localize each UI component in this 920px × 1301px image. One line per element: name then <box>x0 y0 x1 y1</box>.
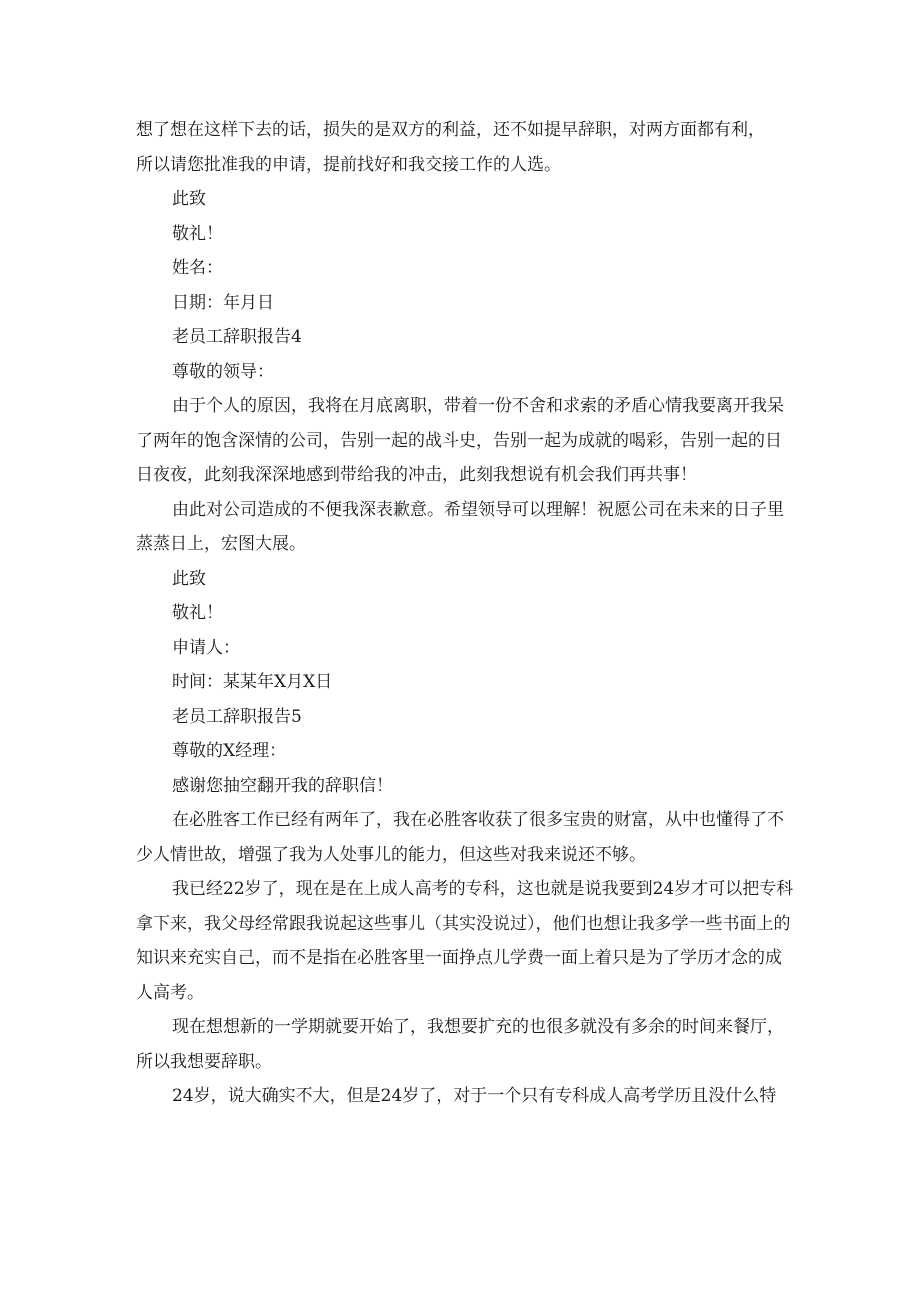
paragraph: 由此对公司造成的不便我深表歉意。希望领导可以理解！祝愿公司在未来的日子里蒸蒸日上，宏图大展。 <box>136 499 784 554</box>
paragraph: 想了想在这样下去的话，损失的是双方的利益，还不如提早辞职，对两方面都有利， 所以请您批准我的申请，提前找好和我交接工作的人选。 <box>136 120 765 175</box>
letter-greeting: 尊敬的X经理： <box>172 741 287 761</box>
applicant-line: 申请人： <box>172 637 240 658</box>
paragraph: 现在想想新的一学期就要开始了，我想要扩充的也很多就没有多余的时间来餐厅，所以我想要辞职。 <box>136 1017 784 1072</box>
closing-salutation: 此致 <box>172 189 206 209</box>
paragraph: 在必胜客工作已经有两年了，我在必胜客收获了很多宝贵的财富，从中也懂得了不少人情世故，增强了我为人处事儿的能力，但这些对我来说还不够。 <box>136 810 784 865</box>
date-line: 时间：某某年X月X日 <box>172 672 333 692</box>
closing-salutation: 此致 <box>172 568 206 589</box>
closing-regards: 敬礼！ <box>172 223 223 244</box>
section-heading: 老员工辞职报告4 <box>172 327 302 347</box>
paragraph: 由于个人的原因，我将在月底离职，带着一份不舍和求索的矛盾心情我要离开我呆了两年的饱含深情的公司，告别一起的战斗史，告别一起为成就的喝彩，告别一起的日日夜夜，此刻我深深地感到带给我的冲击，此刻我想说有机会我们再共事！ <box>136 396 784 485</box>
paragraph: 24岁，说大确实不大，但是24岁了，对于一个只有专科成人高考学历且没什么特 <box>172 1086 777 1106</box>
paragraph: 我已经22岁了，现在是在上成人高考的专科，这也就是说我要到24岁才可以把专科拿下来，我父母经常跟我说起这些事儿（其实没说过），他们也想让我多学一些书面上的知识来充实自己，而不是指在必胜客里一面挣点儿学费一面上着只是为了学历才念的成人高考。 <box>136 879 794 1003</box>
signature-name-line: 姓名： <box>172 258 223 278</box>
closing-regards: 敬礼！ <box>172 603 223 623</box>
document-body <box>136 113 796 1114</box>
paragraph: 感谢您抽空翻开我的辞职信！ <box>172 775 393 796</box>
date-line: 日期：年月日 <box>172 292 274 313</box>
letter-greeting: 尊敬的领导： <box>172 361 274 382</box>
section-heading: 老员工辞职报告5 <box>172 706 302 727</box>
